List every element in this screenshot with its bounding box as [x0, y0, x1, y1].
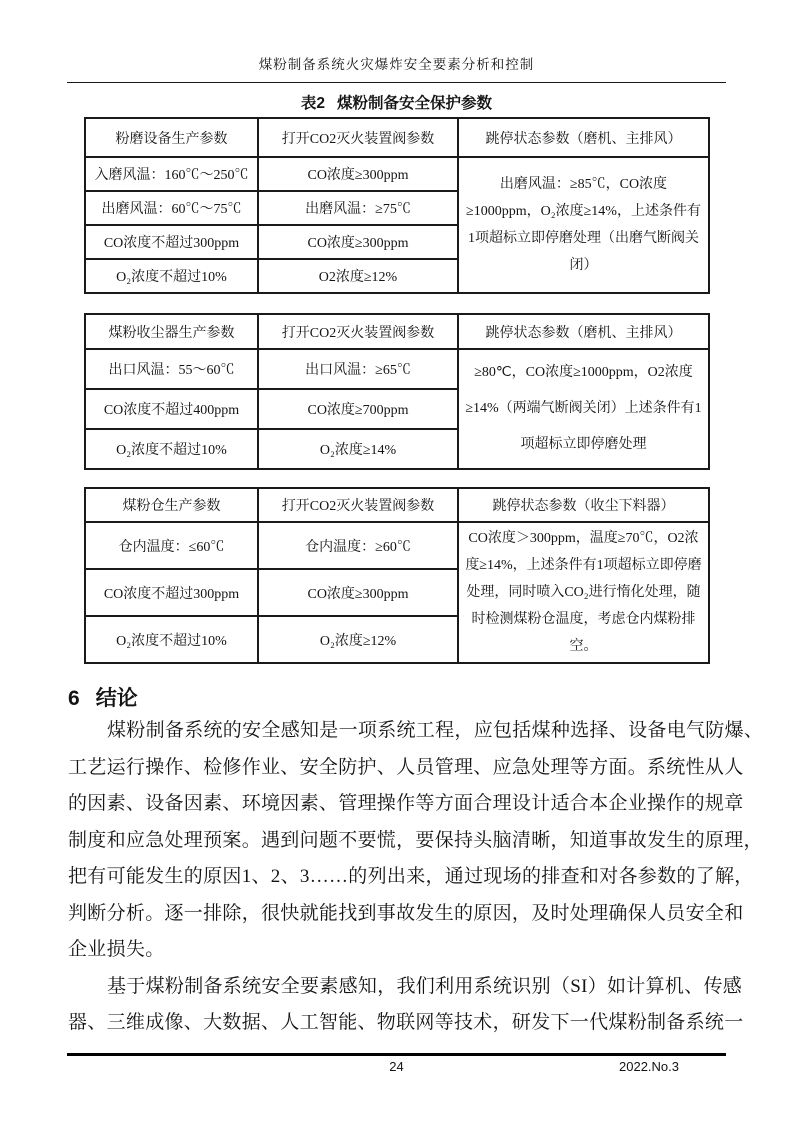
merged-trip-condition-cell: CO浓度＞300ppm，温度≥70℃，O2浓度≥14%，上述条件有1项超标立即停磨处理，同时喷入CO₂进行惰化处理，随时检测煤粉仓温度，考虑仓内煤粉排空。 [458, 522, 709, 663]
header-divider-line [67, 82, 726, 83]
table-cell: CO浓度≥700ppm [258, 389, 458, 429]
table-cell: CO浓度≥300ppm [258, 157, 458, 191]
table-cell: CO浓度≥300ppm [258, 225, 458, 259]
header-cell: 打开CO2灭火装置阀参数 [258, 118, 458, 157]
table-cell: O₂浓度≥14% [258, 429, 458, 469]
paragraph-line: 企业损失。 [68, 939, 165, 960]
dust-collector-params-table [84, 313, 710, 470]
table-row [85, 349, 709, 389]
table-row [85, 522, 709, 569]
header-cell: 跳停状态参数（磨机、主排风） [458, 118, 709, 157]
table-cell: CO浓度不超过400ppm [85, 389, 258, 429]
paragraph-line: 的因素、设备因素、环境因素、管理操作等方面合理设计适合本企业操作的规章 [68, 793, 744, 814]
table-cell: 入磨风温：160℃～250℃ [85, 157, 258, 191]
table-header-row [85, 314, 709, 349]
section-title: 结论 [95, 687, 138, 710]
table-cell: 出磨风温：≥75℃ [258, 191, 458, 225]
table-header-row [85, 488, 709, 522]
header-cell: 打开CO2灭火装置阀参数 [258, 314, 458, 349]
paragraph-line: 器、三维成像、大数据、人工智能、物联网等技术，研发下一代煤粉制备系统一 [68, 1012, 744, 1033]
paragraph-line: 煤粉制备系统的安全感知是一项系统工程，应包括煤种选择、设备电气防爆、 [107, 720, 764, 741]
table-cell: CO浓度≥300ppm [258, 569, 458, 616]
table-caption-label: 表2 [300, 95, 326, 112]
table-cell: 出口风温：55～60℃ [85, 349, 258, 389]
paragraph-line: 制度和应急处理预案。遇到问题不要慌，要保持头脑清晰，知道事故发生的原理， [68, 829, 763, 851]
header-cell: 跳停状态参数（收尘下料器） [458, 488, 709, 522]
page-number: 24 [389, 1059, 404, 1074]
table-cell: O2浓度≥12% [258, 259, 458, 293]
section-number: 6 [68, 687, 80, 710]
header-cell: 粉磨设备生产参数 [85, 118, 258, 157]
table-caption-title: 煤粉制备安全保护参数 [337, 95, 493, 112]
document-header-title: 煤粉制备系统火灾爆炸安全要素分析和控制 [258, 57, 535, 72]
table-cell: O₂浓度不超过10% [85, 259, 258, 293]
paragraph-line: 把有可能发生的原因1、2、3……的列出来，通过现场的排查和对各参数的了解， [68, 866, 754, 887]
table-cell: O₂浓度不超过10% [85, 616, 258, 663]
paragraph-line: 判断分析。逐一排除，很快就能找到事故发生的原因，及时处理确保人员安全和 [68, 902, 744, 924]
table-cell: 仓内温度：≥60℃ [258, 522, 458, 569]
merged-trip-condition-cell: ≥80℃，CO浓度≥1000ppm，O2浓度≥14%（两端气断阀关闭）上述条件有1项超标立即停磨处理 [458, 349, 709, 469]
header-cell: 打开CO2灭火装置阀参数 [258, 488, 458, 522]
table-header-row [85, 118, 709, 157]
paragraph-line: 工艺运行操作、检修作业、安全防护、人员管理、应急处理等方面。系统性从人 [68, 756, 744, 778]
issue-number: 2022.No.3 [619, 1059, 679, 1074]
coal-bunker-params-table [84, 487, 710, 664]
header-cell: 煤粉仓生产参数 [85, 488, 258, 522]
section-heading-conclusion [68, 682, 138, 712]
merged-trip-condition-cell: 出磨风温：≥85℃，CO浓度≥1000ppm，O₂浓度≥14%，上述条件有1项超标立即停磨处理（出磨气断阀关闭） [458, 157, 709, 293]
table-cell: 出磨风温：60℃～75℃ [85, 191, 258, 225]
table-cell: 出口风温：≥65℃ [258, 349, 458, 389]
header-cell: 煤粉收尘器生产参数 [85, 314, 258, 349]
mill-production-params-table [84, 117, 710, 294]
table-cell: O₂浓度≥12% [258, 616, 458, 663]
table-cell: O₂浓度不超过10% [85, 429, 258, 469]
conclusion-text-block [68, 713, 764, 1042]
table-cell: CO浓度不超过300ppm [85, 569, 258, 616]
header-cell: 跳停状态参数（磨机、主排风） [458, 314, 709, 349]
table-cell: 仓内温度：≤60℃ [85, 522, 258, 569]
table-caption [0, 91, 793, 113]
table-row [85, 157, 709, 191]
table-cell: CO浓度不超过300ppm [85, 225, 258, 259]
footer-divider-line [67, 1053, 726, 1056]
paragraph-line: 基于煤粉制备系统安全要素感知，我们利用系统识别（SI）如计算机、传感 [107, 975, 743, 997]
